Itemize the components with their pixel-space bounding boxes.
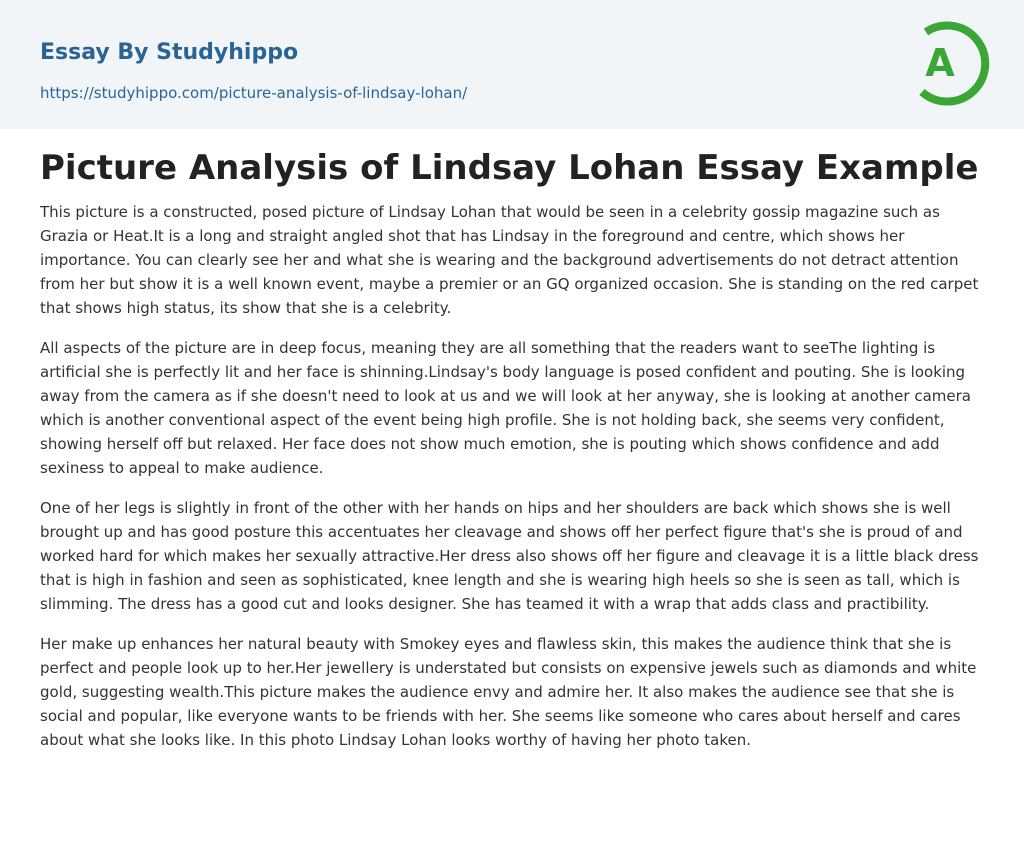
essay-paragraph-4: Her make up enhances her natural beauty with Smokey eyes and flawless skin, this makes the audience think that she is perfect and people look up to her.Her jewellery is understated but consists on expensive jewels such as diamonds and white gold, suggesting wealth.This picture makes the audience envy and admire her. It also makes the audience see that she is social and popular, like everyone wants to be friends with her. She seems like someone who cares about herself and cares about what she looks like. In this photo Lindsay Lohan looks worthy of having her photo taken. xyxy=(40,635,977,749)
essay-paragraph-3: One of her legs is slightly in front of the other with her hands on hips and her shoulders are back which shows she is well brought up and has good posture this accentuates her cleavage and shows off her perfect figure that's she is proud of and worked hard for which makes her sexually attractive.Her dress also shows off her figure and cleavage it is a little black dress that is high in fashion and seen as sophisticated, knee length and she is wearing high heels so she is seen as tall, which is slimming. The dress has a good cut and looks designer. She has teamed it with a wrap that adds class and practibility. xyxy=(40,499,979,613)
site-header xyxy=(0,0,1024,129)
essay-paragraph-2: All aspects of the picture are in deep focus, meaning they are all something that the readers want to seeThe lighting is artificial she is perfectly lit and her face is shinning.Lindsay's body language is posed confident and pouting. She is looking away from the camera as if she doesn't need to look at us and we will look at her anyway, she is looking at another camera which is another conventional aspect of the event being high profile. She is not holding back, she seems very confident, showing herself off but relaxed. Her face does not show much emotion, she is pouting which shows confidence and add sexiness to appeal to make audience. xyxy=(40,339,971,477)
site-title[interactable]: Essay By Studyhippo xyxy=(40,40,299,65)
essay-paragraph-1: This picture is a constructed, posed picture of Lindsay Lohan that would be seen in a celebrity gossip magazine such as Grazia or Heat.It is a long and straight angled shot that has Lindsay in the foreground and centre, which shows her importance. You can clearly see her and what she is wearing and the background advertisements do not detract attention from her but show it is a well known event, maybe a premier or an GQ organized occasion. She is standing on the red carpet that shows high status, its show that she is a celebrity. xyxy=(40,203,979,317)
studyhippo-logo-icon[interactable] xyxy=(906,18,990,106)
essay-title: Picture Analysis of Lindsay Lohan Essay Example xyxy=(40,148,979,188)
page-url-link[interactable]: https://studyhippo.com/picture-analysis-of-lindsay-lohan/ xyxy=(40,84,468,102)
essay-content xyxy=(40,146,984,768)
logo-letter: A xyxy=(925,41,955,85)
